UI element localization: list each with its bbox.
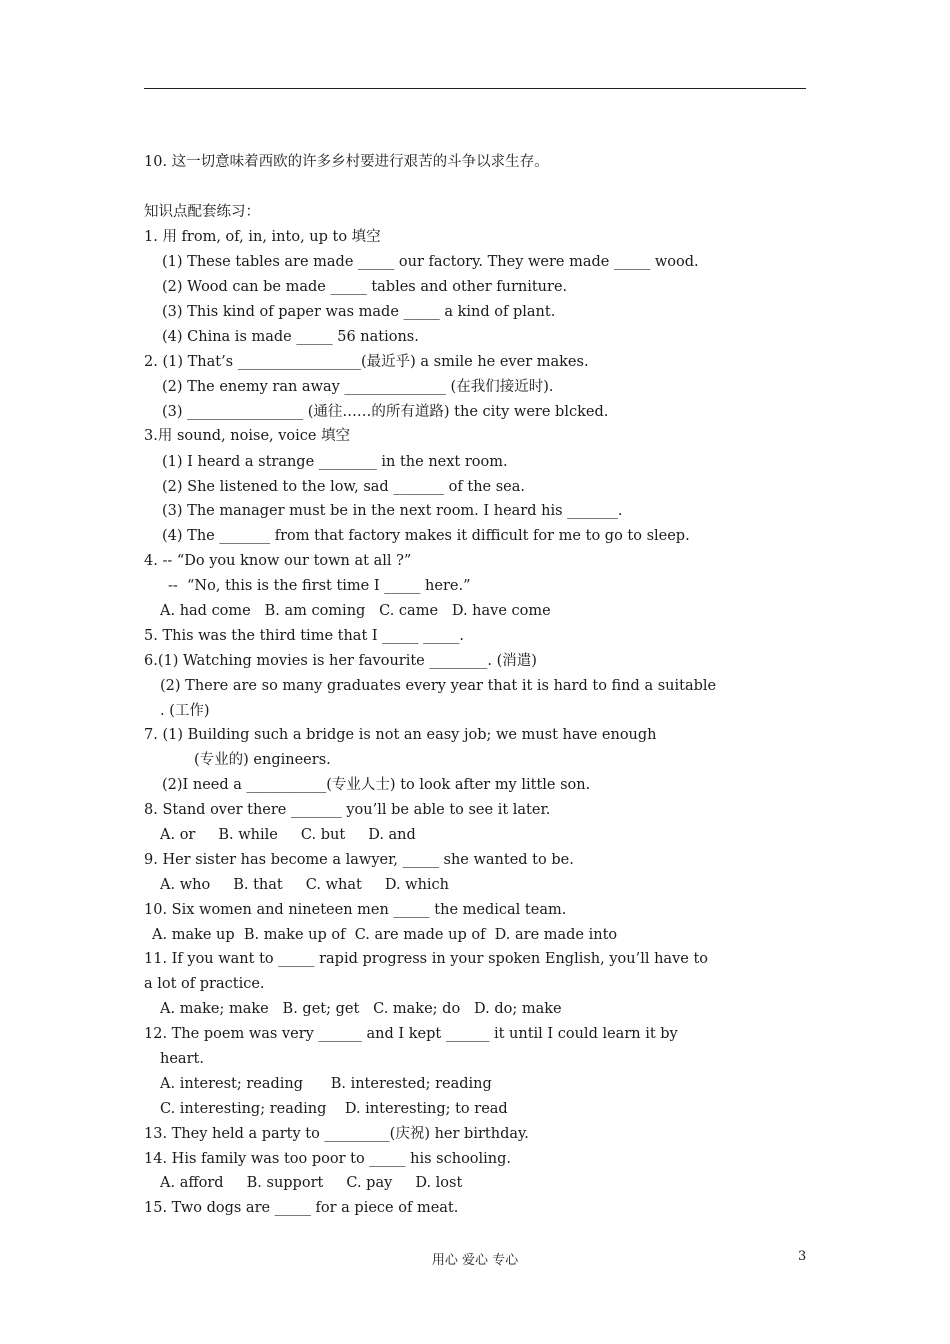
line-ex7-1: 7. (1) Building such a bridge is not an easy job; we must have enough bbox=[144, 727, 657, 743]
line-ex5: 5. This was the third time that I _____ _____. bbox=[144, 628, 464, 644]
line-ex6-2-cont: . (工作) bbox=[160, 703, 210, 719]
line-ex1-title: 1. 用 from, of, in, into, up to 填空 bbox=[144, 229, 381, 245]
line-ex12-cont: heart. bbox=[160, 1051, 204, 1067]
line-ex12-options-cd: C. interesting; reading D. interesting; to read bbox=[160, 1101, 508, 1117]
line-ex11: 11. If you want to _____ rapid progress in your spoken English, you’ll have to bbox=[144, 951, 709, 967]
line-ex11-options: A. make; make B. get; get C. make; do D. do; make bbox=[160, 1001, 562, 1017]
line-section-title: 知识点配套练习： bbox=[144, 204, 260, 220]
line-ex3-title: 3.用 sound, noise, voice 填空 bbox=[144, 428, 351, 444]
line-ex2-2: (2) The enemy ran away ______________ (在我们接近时). bbox=[162, 379, 554, 395]
line-ex3-2: (2) She listened to the low, sad _______ of the sea. bbox=[162, 479, 526, 495]
line-ex12-options-ab: A. interest; reading B. interested; reading bbox=[160, 1076, 492, 1092]
line-ex4-answer: -- “No, this is the first time I _____ here.” bbox=[168, 578, 471, 594]
footer-motto: 用心 爱心 专心 bbox=[431, 1253, 519, 1268]
line-ex3-3: (3) The manager must be in the next room. I heard his _______. bbox=[162, 503, 623, 519]
line-ex9: 9. Her sister has become a lawyer, _____ she wanted to be. bbox=[144, 852, 574, 868]
line-ex2-1: 2. (1) That’s _________________(最近乎) a smile he ever makes. bbox=[144, 354, 589, 370]
line-ex10: 10. Six women and nineteen men _____ the medical team. bbox=[144, 902, 567, 918]
line-ex1-2: (2) Wood can be made _____ tables and other furniture. bbox=[162, 279, 568, 295]
line-ex1-3: (3) This kind of paper was made _____ a kind of plant. bbox=[162, 304, 556, 320]
line-q10-translation: 10. 这一切意味着西欧的许多乡村要进行艰苦的斗争以求生存。 bbox=[144, 154, 549, 170]
line-ex14-options: A. afford B. support C. pay D. lost bbox=[160, 1175, 463, 1191]
line-ex1-1: (1) These tables are made _____ our factory. They were made _____ wood. bbox=[162, 254, 699, 270]
line-ex11-cont: a lot of practice. bbox=[144, 976, 265, 992]
header-rule bbox=[144, 88, 806, 89]
line-ex9-options: A. who B. that C. what D. which bbox=[160, 877, 450, 893]
line-ex7-2: (2)I need a ___________(专业人士) to look after my little son. bbox=[162, 777, 591, 793]
line-ex7-1-cont: (专业的) engineers. bbox=[194, 752, 331, 768]
line-ex10-options: A. make up B. make up of C. are made up of D. are made into bbox=[152, 927, 618, 943]
line-ex12: 12. The poem was very ______ and I kept ______ it until I could learn it by bbox=[144, 1026, 678, 1042]
line-ex8: 8. Stand over there _______ you’ll be able to see it later. bbox=[144, 802, 551, 818]
line-ex15: 15. Two dogs are _____ for a piece of meat. bbox=[144, 1200, 459, 1216]
line-ex13: 13. They held a party to _________(庆祝) her birthday. bbox=[144, 1126, 529, 1142]
line-ex6-1: 6.(1) Watching movies is her favourite ________. (消遣) bbox=[144, 653, 537, 669]
line-ex4-question: 4. -- “Do you know our town at all ?” bbox=[144, 553, 412, 569]
line-ex6-2: (2) There are so many graduates every year that it is hard to find a suitable bbox=[160, 678, 717, 694]
line-ex1-4: (4) China is made _____ 56 nations. bbox=[162, 329, 419, 345]
line-ex4-options: A. had come B. am coming C. came D. have come bbox=[160, 603, 551, 619]
line-ex2-3: (3) ________________ (通往……的所有道路) the city were blcked. bbox=[162, 404, 609, 420]
page-number: 3 bbox=[798, 1249, 807, 1264]
line-ex3-4: (4) The _______ from that factory makes it difficult for me to go to sleep. bbox=[162, 528, 690, 544]
line-ex8-options: A. or B. while C. but D. and bbox=[160, 827, 416, 843]
line-ex14: 14. His family was too poor to _____ his schooling. bbox=[144, 1151, 512, 1167]
line-ex3-1: (1) I heard a strange ________ in the next room. bbox=[162, 454, 508, 470]
